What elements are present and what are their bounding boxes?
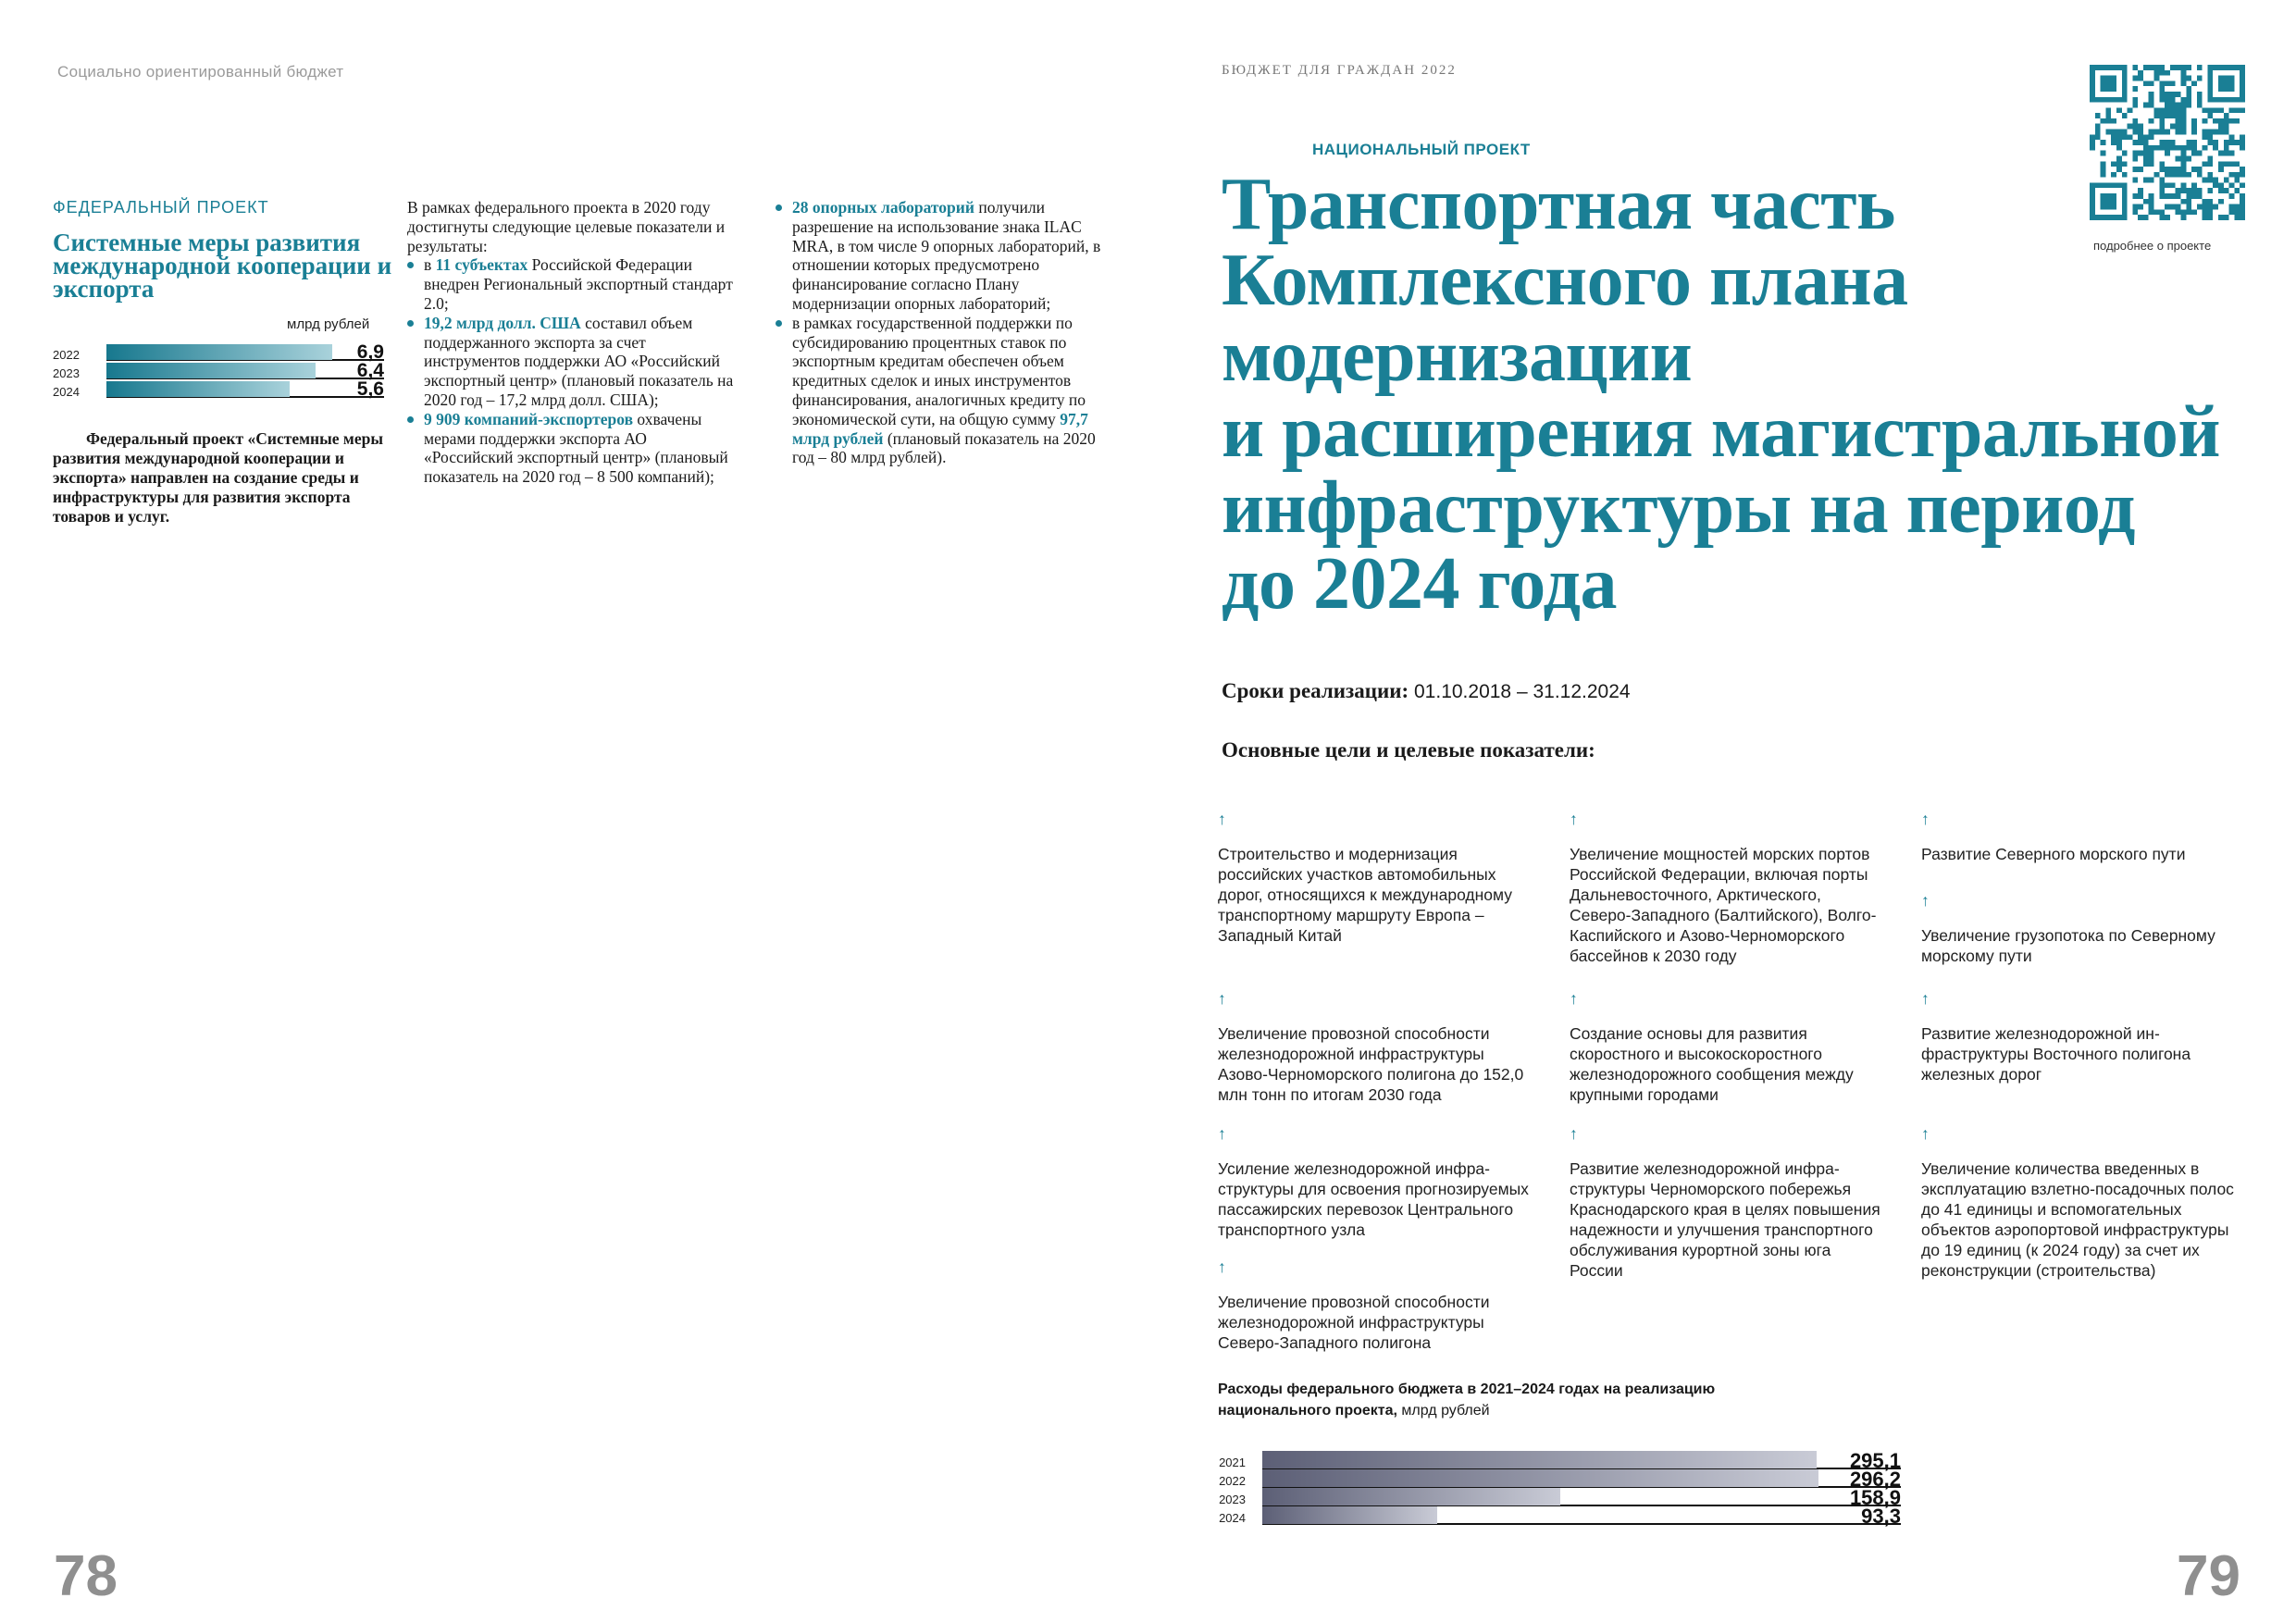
implementation-period bbox=[1222, 679, 1631, 703]
results-list-2 bbox=[776, 198, 1101, 467]
bar bbox=[1262, 1506, 1437, 1524]
bar-row bbox=[1218, 1486, 1903, 1509]
bar-year-label: 2024 bbox=[1219, 1511, 1246, 1525]
arrow-up-icon: ↑ bbox=[1921, 810, 1930, 828]
federal-project-label: ФЕДЕРАЛЬНЫЙ ПРОЕКТ bbox=[53, 198, 269, 217]
arrow-up-icon: ↑ bbox=[1570, 810, 1578, 828]
bar-track bbox=[1262, 1469, 1901, 1488]
arrow-up-icon: ↑ bbox=[1570, 989, 1578, 1008]
bar-year-label: 2023 bbox=[1219, 1493, 1246, 1506]
bar-track bbox=[106, 344, 384, 361]
bar-track bbox=[106, 363, 384, 379]
bar-value-label: 296,2 bbox=[1849, 1468, 1901, 1491]
left-running-header: Социально ориентированный бюджет bbox=[57, 63, 344, 81]
bar bbox=[1262, 1469, 1818, 1487]
bar-track bbox=[1262, 1451, 1901, 1469]
national-project-label: НАЦИОНАЛЬНЫЙ ПРОЕКТ bbox=[1312, 141, 1531, 158]
period-label: Сроки реализации: bbox=[1222, 679, 1409, 702]
result-item: в 11 субъектах Российской Федерации внедрен Региональный экспортный стандарт 2.0; bbox=[407, 255, 736, 313]
bar-row bbox=[1218, 1468, 1903, 1491]
page-title-line: и расширения магистральной bbox=[1222, 391, 2220, 473]
goal-item: ↑ Увеличение грузопотока по Северному морскому пути bbox=[1921, 891, 2215, 965]
result-item: 28 опорных лабораторий получили разрешение на использование знака ILAC MRA, в том числе 9 опорных лабораторий, в отношении которых предусмотрено финансирование согласно Плану модернизации опорных лабораторий; bbox=[776, 198, 1101, 314]
goal-item: ↑ Развитие Северного морского пути bbox=[1921, 810, 2186, 863]
column-2-intro: В рамках федерального проекта в 2020 году достигнуты следующие целевые показатели и результаты: bbox=[407, 198, 726, 255]
goals-heading: Основные цели и целевые показатели: bbox=[1222, 738, 1595, 762]
goal-item: ↑ Увеличение провозной способности железнодорожной инфраструктуры Северо-Западного полигона bbox=[1218, 1258, 1490, 1352]
bar-year-label: 2023 bbox=[53, 366, 80, 380]
arrow-up-icon: ↑ bbox=[1218, 1258, 1226, 1276]
highlighted-figure: 9 909 компаний-экспортеров bbox=[424, 409, 634, 428]
bar-row bbox=[53, 341, 386, 363]
arrow-up-icon: ↑ bbox=[1921, 989, 1930, 1008]
arrow-up-icon: ↑ bbox=[1570, 1124, 1578, 1143]
bar bbox=[1262, 1488, 1560, 1505]
arrow-up-icon: ↑ bbox=[1218, 810, 1226, 828]
left-page-number: 78 bbox=[54, 1544, 118, 1608]
highlighted-figure: 28 опорных лабораторий bbox=[792, 198, 974, 217]
bar-value-label: 295,1 bbox=[1849, 1449, 1901, 1472]
result-item: 9 909 компаний-экспортеров охвачены мерами поддержки экспорта АО «Российский экспортный центр» (плановый показатель на 2020 год – 8 500 компаний); bbox=[407, 410, 736, 487]
goal-item: ↑ Развитие железнодорожной инфраструктуры Черноморского побережья Краснодарского края в целях повышения надежности и улучшения транспортного обслуживания курортной зоны юга России bbox=[1570, 1124, 1880, 1280]
highlighted-figure: 97,7 млрд рублей bbox=[792, 409, 1088, 448]
bar-value-label: 93,3 bbox=[1861, 1505, 1901, 1528]
period-value: 01.10.2018 – 31.12.2024 bbox=[1409, 681, 1631, 702]
bar-value-label: 158,9 bbox=[1849, 1486, 1901, 1509]
page-title-line: до 2024 года bbox=[1222, 543, 1617, 625]
bar-year-label: 2022 bbox=[1219, 1474, 1246, 1488]
highlighted-figure: 19,2 млрд долл. США bbox=[424, 313, 581, 332]
federal-project-title: Системные меры развития международной кооперации и экспорта bbox=[53, 229, 392, 303]
bar-value-label: 6,9 bbox=[356, 341, 384, 363]
bar-year-label: 2024 bbox=[53, 385, 80, 399]
bar-track bbox=[1262, 1506, 1901, 1525]
page-title-line: модернизации bbox=[1222, 316, 1693, 397]
bar-row bbox=[1218, 1505, 1903, 1528]
goal-item: ↑ Усиление железнодорожной инфраструктуры для освоения прогнозируемых пассажирских перевозок Центрального транспортного узла bbox=[1218, 1124, 1529, 1239]
page-title-line: Комплексного плана bbox=[1222, 240, 1908, 321]
arrow-up-icon: ↑ bbox=[1921, 891, 1930, 910]
page-title-line: Транспортная часть bbox=[1222, 164, 1895, 245]
bar-year-label: 2022 bbox=[53, 348, 80, 362]
bar-track bbox=[1262, 1488, 1901, 1506]
column-2 bbox=[407, 198, 736, 487]
chart-title: Расходы федерального бюджета в 2021–2024 годах на реализацию национального проекта, млрд рублей bbox=[1218, 1381, 1716, 1419]
left-chart-unit: млрд рублей bbox=[287, 316, 370, 332]
result-item: 19,2 млрд долл. США составил объем поддержанного экспорта за счет инструментов поддержки АО «Российский экспортный центр» (плановый показатель на 2020 год – 17,2 млрд долл. США); bbox=[407, 314, 736, 410]
qr-caption: подробнее о проекте bbox=[2093, 239, 2212, 253]
goal-item: ↑ Увеличение мощностей морских портов Российской Федерации, включая порты Дальневосточного, Арктического, Северо-Западного (Балтийского), Волго-Каспийского и Азово-Черноморского бассейнов к 2030 году bbox=[1570, 810, 1877, 965]
left-bar-chart bbox=[53, 341, 386, 400]
goal-item: ↑ Строительство и модернизация российских участков автомобильных дорог, относящихся к международному транспортному маршруту Европа – Западный Китай bbox=[1218, 810, 1512, 945]
page-title-line: инфраструктуры на период bbox=[1222, 467, 2135, 549]
bar-track bbox=[106, 381, 384, 398]
federal-project-lead: Федеральный проект «Системные меры развития международной кооперации и экспорта» направлен на создание среды и инфраструктуры для развития экспорта товаров и услуг. bbox=[53, 429, 383, 526]
column-3 bbox=[776, 198, 1101, 467]
bar bbox=[106, 381, 290, 397]
bar-row bbox=[1218, 1449, 1903, 1472]
result-item: в рамках государственной поддержки по субсидированию процентных ставок по экспортным кредитам обеспечен объем кредитных сделок и иных инструментов финансирования, аналогичных кредиту по экономической сути, на общую сумму 97,7 млрд рублей (плановый показатель на 2020 год – 80 млрд рублей). bbox=[776, 314, 1101, 467]
bar-value-label: 5,6 bbox=[356, 378, 384, 400]
right-running-header: БЮДЖЕТ ДЛЯ ГРАЖДАН 2022 bbox=[1222, 63, 1457, 78]
bar-row bbox=[53, 378, 386, 400]
bar bbox=[106, 363, 316, 378]
expenses-bar-chart bbox=[1218, 1449, 1903, 1528]
arrow-up-icon: ↑ bbox=[1921, 1124, 1930, 1143]
goal-item: ↑ Создание основы для развития скоростного и высокоскоростного железнодорожного сообщения между крупными городами bbox=[1570, 989, 1854, 1104]
goal-item: ↑ Увеличение провозной способности железнодорожной инфраструктуры Азово-Черноморского полигона до 152,0 млн тонн по итогам 2030 года bbox=[1218, 989, 1524, 1104]
bar bbox=[1262, 1451, 1817, 1468]
bar-row bbox=[53, 360, 386, 381]
goal-item: ↑ Развитие железнодорожной инфраструктуры Восточного полигона железных дорог bbox=[1921, 989, 2191, 1084]
page-title bbox=[1222, 164, 2277, 625]
bar-year-label: 2021 bbox=[1219, 1456, 1246, 1469]
right-page-number: 79 bbox=[2177, 1544, 2240, 1608]
results-list-1 bbox=[407, 255, 736, 487]
bar-value-label: 6,4 bbox=[356, 360, 384, 381]
goal-item: ↑ Увеличение количества введенных в эксплуатацию взлетно-посадочных полос до 41 единицы и вспомогательных объектов аэропортовой инфраструктуры до 19 единиц (к 2024 году) за счет их реконструкции (строительства) bbox=[1921, 1124, 2234, 1280]
highlighted-figure: 11 субъектах bbox=[435, 255, 528, 275]
arrow-up-icon: ↑ bbox=[1218, 989, 1226, 1008]
arrow-up-icon: ↑ bbox=[1218, 1124, 1226, 1143]
bar bbox=[106, 344, 332, 360]
